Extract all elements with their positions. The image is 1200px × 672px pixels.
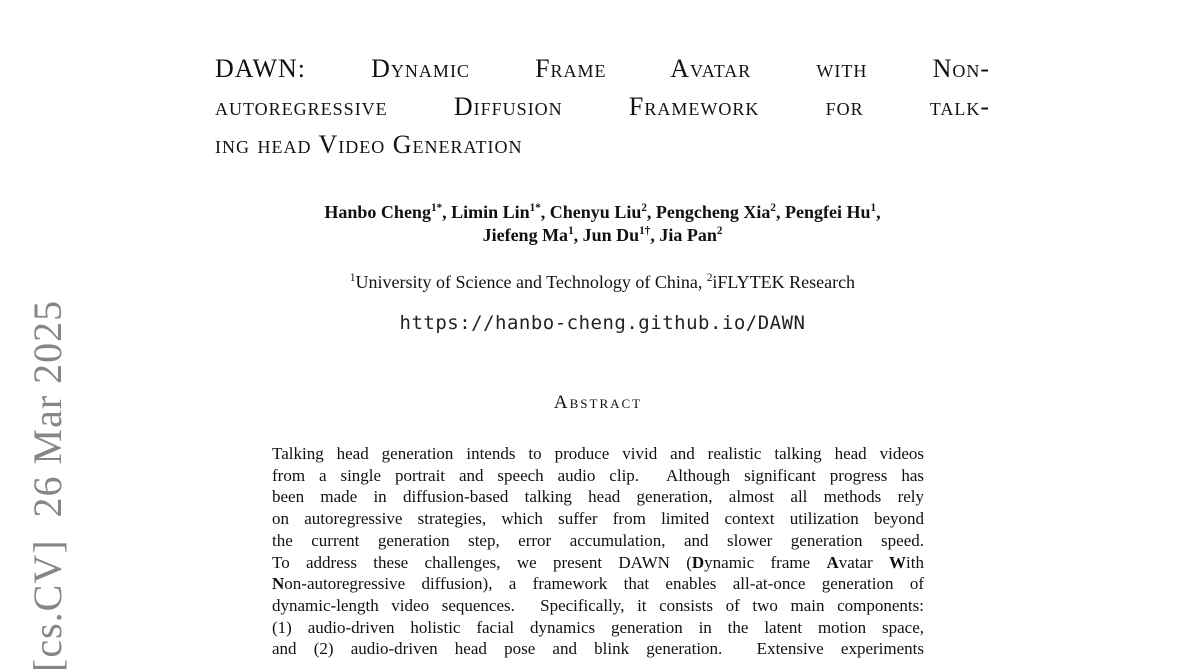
text-line: on autoregressive strategies, which suffer from limited context utilization beyond: [272, 509, 924, 529]
text-line: the current generation step, error accumulation, and slower generation speed.: [272, 530, 924, 550]
affiliations: [215, 271, 990, 293]
project-url[interactable]: https://hanbo-cheng.github.io/DAWN: [399, 312, 806, 334]
text-line: (1) audio-driven holistic facial dynamics generation in the latent motion space,: [272, 617, 924, 637]
author-list: [215, 201, 990, 247]
text-line: autoregressive Diffusion Framework for talk-: [215, 92, 990, 121]
text-line: dynamic-length video sequences. Specifically, it consists of two main components:: [272, 595, 924, 615]
text-line: been made in diffusion-based talking head generation, almost all methods rely: [272, 487, 924, 507]
text-line: Jiefeng Ma$^1$, Jun $Du^{1\dagger}$, Jia Pan$^2$: [482, 225, 723, 245]
text-line: DAWN: Dynamic Frame Avatar with Non-: [215, 54, 990, 83]
text-line: Hanbo Cheng$^{1*}$, Limin Lin$^{1*}$, Chenyu Liu$^2$, Pengcheng Xia$^2$, Pengfei Hu$^1$,: [324, 202, 881, 222]
text-line: $^1$University of Science and Technology of China, $^2$iFLYTEK Research: [349, 272, 856, 292]
text-line: from a single portrait and speech audio clip. Although significant progress has: [272, 465, 924, 485]
text-line: Non-autoregressive diffusion), a framework that enables all-at-once generation of: [272, 574, 924, 594]
text-line: and (2) audio-driven head pose and blink generation. Extensive experiments: [272, 639, 924, 659]
paper-title: [215, 50, 990, 164]
abstract-heading: Abstract: [553, 392, 643, 413]
text-line: Talking head generation intends to produce vivid and realistic talking head videos: [272, 444, 924, 463]
text-line: ing head Video Generation: [215, 130, 523, 159]
abstract-text: [272, 443, 924, 660]
text-line: To address these challenges, we present DAWN (Dynamic frame Avatar With: [272, 552, 924, 572]
arxiv-watermark: [cs.CV] 26 Mar 2025: [25, 299, 70, 672]
